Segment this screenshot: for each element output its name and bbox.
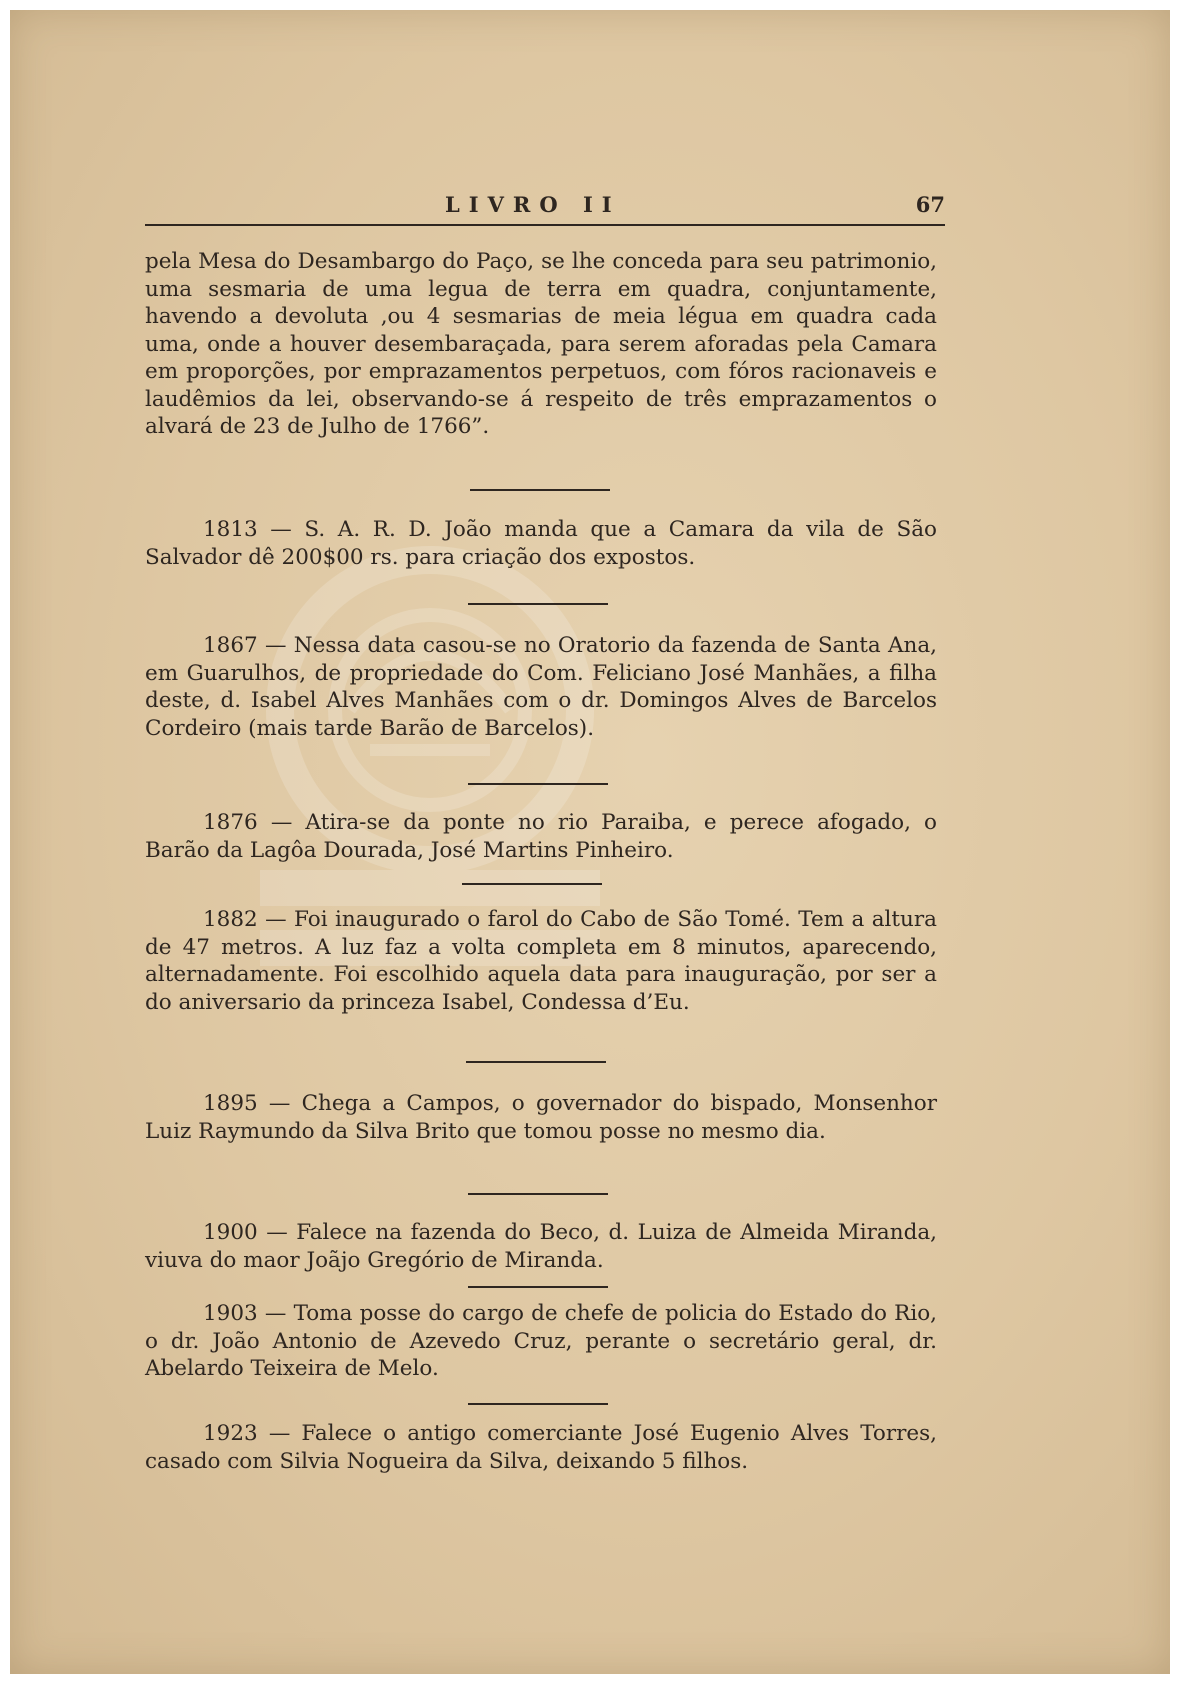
entry-1923: 1923 — Falece o antigo comerciante José Eugenio Alves Torres, casado com Silvia Nogueira da Silva, deixando 5 filhos. xyxy=(145,1421,937,1474)
entry-1900: 1900 — Falece na fazenda do Beco, d. Luiza de Almeida Miranda, viuva do maor Joãjo Gregório de Miranda. xyxy=(145,1220,937,1273)
entry-1903: 1903 — Toma posse do cargo de chefe de policia do Estado do Rio, o dr. João Antonio de Azevedo Cruz, perante o secretário geral, dr. Abelardo Teixeira de Melo. xyxy=(145,1301,937,1381)
section-divider xyxy=(468,1193,608,1195)
section-divider xyxy=(462,883,602,885)
continued-paragraph: pela Mesa do Desambargo do Paço, se lhe conceda para seu patrimonio, uma sesmaria de uma legua de terra em quadra, conjuntamente, havendo a devoluta ,ou 4 sesmarias de meia légua em quadra cada uma, onde a houver desembaraçada, para serem aforadas pela Camara em proporções, por emprazamentos perpetuos, com fóros racionaveis e laudêmios da lei, observando-se á respeito de três emprazamentos o alvará de 23 de Julho de 1766”. xyxy=(145,249,937,439)
section-divider xyxy=(470,489,610,491)
entry-1895: 1895 — Chega a Campos, o governador do bispado, Monsenhor Luiz Raymundo da Silva Brito que tomou posse no mesmo dia. xyxy=(145,1091,937,1144)
book-title: LIVRO II xyxy=(445,192,621,217)
page-number: 67 xyxy=(915,192,945,217)
section-divider xyxy=(468,783,608,785)
entry-1882: 1882 — Foi inaugurado o farol do Cabo de São Tomé. Tem a altura de 47 metros. A luz faz a volta completa em 8 minutos, aparecendo, alternadamente. Foi escolhido aquela data para inauguração, por ser a do aniversario da princeza Isabel, Condessa d’Eu. xyxy=(145,907,937,1015)
section-divider xyxy=(468,1286,608,1288)
entry-1867: 1867 — Nessa data casou-se no Oratorio da fazenda de Santa Ana, em Guarulhos, de propriedade do Com. Feliciano José Manhães, a filha deste, d. Isabel Alves Manhães com o dr. Domingos Alves de Barcelos Cordeiro (mais tarde Barão de Barcelos). xyxy=(145,633,937,741)
library-watermark-emblem xyxy=(230,510,990,1270)
entry-1876: 1876 — Atira-se da ponte no rio Paraiba, e perece afogado, o Barão da Lagôa Dourada, José Martins Pinheiro. xyxy=(145,810,937,863)
section-divider xyxy=(468,1403,608,1405)
section-divider xyxy=(468,603,608,605)
entry-1813: 1813 — S. A. R. D. João manda que a Camara da vila de São Salvador dê 200$00 rs. para criação dos expostos. xyxy=(145,517,937,570)
running-head xyxy=(145,192,945,226)
section-divider xyxy=(466,1061,606,1063)
